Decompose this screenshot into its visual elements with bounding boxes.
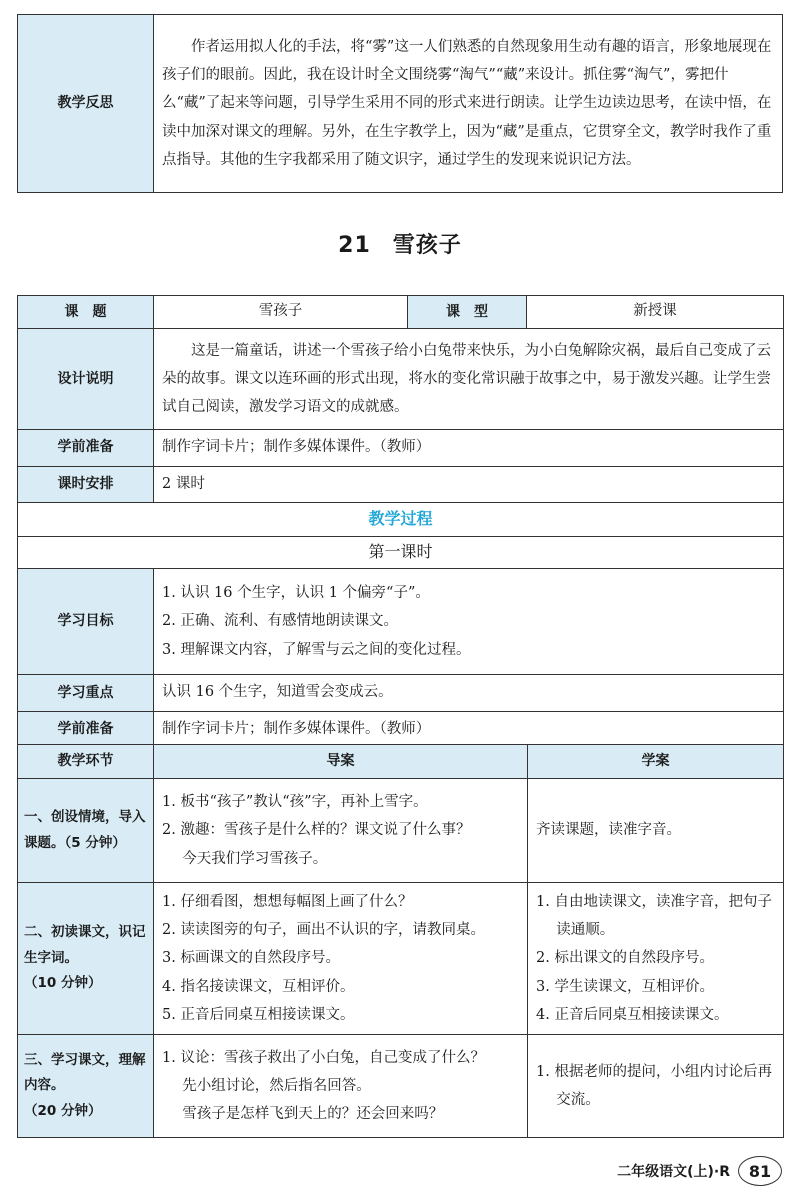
guide-item: 2. 读读图旁的句子，画出不认识的字，请教同桌。: [162, 922, 485, 939]
lesson-title: [0, 228, 800, 259]
goals-row: [18, 569, 784, 675]
prep-text: 制作字词卡片；制作多媒体课件。（教师）: [154, 430, 784, 467]
design-row: [18, 329, 784, 430]
guide-item: 2. 激趣：雪孩子是什么样的？课文说了什么事？: [162, 822, 471, 839]
stage-row: [18, 1035, 784, 1138]
stage-guide: [154, 779, 528, 883]
goal-item: 1. 认识 16 个生字，认识 1 个偏旁“子”。: [162, 585, 430, 602]
design-label: 设计说明: [18, 329, 154, 430]
stage-study: [528, 1035, 784, 1138]
guide-item: 3. 标画课文的自然段序号。: [162, 950, 340, 967]
goal-item: 3. 理解课文内容，了解雪与云之间的变化过程。: [162, 641, 471, 658]
page-number: 81: [738, 1156, 782, 1186]
process-row: [18, 503, 784, 537]
process-title: 教学过程: [18, 503, 784, 537]
study-item: 2. 标出课文的自然段序号。: [536, 950, 714, 967]
prep-row: [18, 430, 784, 467]
stage-guide: [154, 1035, 528, 1138]
stage-guide: [154, 883, 528, 1035]
stage-row: [18, 883, 784, 1035]
col-stage-header: 教学环节: [18, 745, 154, 779]
topic-label: 课 题: [18, 296, 154, 329]
stage-title: 二、初读课文，识记生字词。: [24, 924, 146, 966]
goals-list: [154, 569, 784, 675]
focus-label: 学习重点: [18, 675, 154, 712]
page-footer: [617, 1156, 782, 1186]
goal-item: 2. 正确、流利、有感情地朗读课文。: [162, 613, 398, 630]
study-item: 齐读课题，读准字音。: [536, 821, 681, 838]
schedule-row: [18, 466, 784, 503]
guide-item: 先小组讨论，然后指名回答。: [182, 1077, 371, 1094]
lesson-plan-table: [17, 295, 784, 748]
focus-row: [18, 675, 784, 712]
guide-item: 今天我们学习雪孩子。: [182, 850, 328, 867]
design-cell: [154, 329, 784, 430]
stage-name: 一、创设情境，导入课题。（5 分钟）: [18, 779, 154, 883]
study-item: 4. 正音后同桌互相接读课文。: [536, 1006, 729, 1023]
goals-label: 学习目标: [18, 569, 154, 675]
col-study-header: 学案: [528, 745, 784, 779]
stage-row: [18, 779, 784, 883]
lesson-name: 雪孩子: [392, 233, 462, 258]
stage-name: [18, 1035, 154, 1138]
guide-item: 1. 仔细看图，想想每幅图上画了什么？: [162, 893, 413, 910]
stage-name: [18, 883, 154, 1035]
prep-label: 学前准备: [18, 430, 154, 467]
study-item: 3. 学生读课文，互相评价。: [536, 978, 714, 995]
stage-time: （20 分钟）: [24, 1102, 102, 1119]
teaching-stages-table: [17, 744, 784, 1138]
focus-text: 认识 16 个生字，知道雪会变成云。: [154, 675, 784, 712]
reflection-table: [17, 14, 783, 193]
guide-item: 雪孩子是怎样飞到天上的？还会回来吗？: [182, 1106, 444, 1123]
guide-item: 5. 正音后同桌互相接读课文。: [162, 1006, 355, 1023]
stage-title: 三、学习课文，理解内容。: [24, 1051, 146, 1094]
footer-text: 二年级语文(上)·R: [617, 1164, 730, 1180]
stage-study: [528, 779, 784, 883]
type-value: 新授课: [527, 296, 784, 329]
topic-value: 雪孩子: [154, 296, 408, 329]
stages-header-row: [18, 745, 784, 779]
reflection-text: 作者运用拟人化的手法，将“雾”这一人们熟悉的自然现象用生动有趣的语言，形象地展现在孩子们的眼前。因此，我在设计时全文围绕雾“淘气”“藏”来设计。抓住雾“淘气”，雾把什么“藏”了起来等问题，引导学生采用不同的形式来进行朗读。让学生边读边思考，在读中悟，在读中加深对课文的理解。另外，在生字教学上，因为“藏”是重点，它贯穿全文，教学时我作了重点指导。其他的生字我都采用了随文识字，通过学生的发现来说识记方法。: [162, 38, 772, 168]
guide-item: 4. 指名接读课文，互相评价。: [162, 978, 355, 995]
study-item: 1. 自由地读课文，读准字音，把句子读通顺。: [536, 893, 772, 939]
prep2-label: 学前准备: [18, 711, 154, 748]
reflection-label: 教学反思: [18, 15, 154, 193]
topic-row: [18, 296, 784, 329]
prep2-row: [18, 711, 784, 748]
stage-study: [528, 883, 784, 1035]
reflection-cell: [154, 15, 783, 193]
guide-item: 1. 议论：雪孩子救出了小白兔，自己变成了什么？: [162, 1049, 485, 1066]
stage-time: （10 分钟）: [24, 975, 102, 992]
period-title: 第一课时: [18, 537, 784, 569]
schedule-label: 课时安排: [18, 466, 154, 503]
design-text: 这是一篇童话，讲述一个雪孩子给小白兔带来快乐，为小白兔解除灾祸，最后自己变成了云朵的故事。课文以连环画的形式出现，将水的变化常识融于故事之中，易于激发兴趣。让学生尝试自己阅读，激发学习语文的成就感。: [162, 342, 771, 416]
guide-item: 1. 板书“孩子”教认“孩”字，再补上雪字。: [162, 794, 428, 811]
period-row: [18, 537, 784, 569]
study-item: 1. 根据老师的提问，小组内讨论后再交流。: [536, 1063, 772, 1108]
col-guide-header: 导案: [154, 745, 528, 779]
prep2-text: 制作字词卡片；制作多媒体课件。（教师）: [154, 711, 784, 748]
type-label: 课 型: [408, 296, 527, 329]
lesson-number: 21: [338, 233, 371, 258]
schedule-text: 2 课时: [154, 466, 784, 503]
